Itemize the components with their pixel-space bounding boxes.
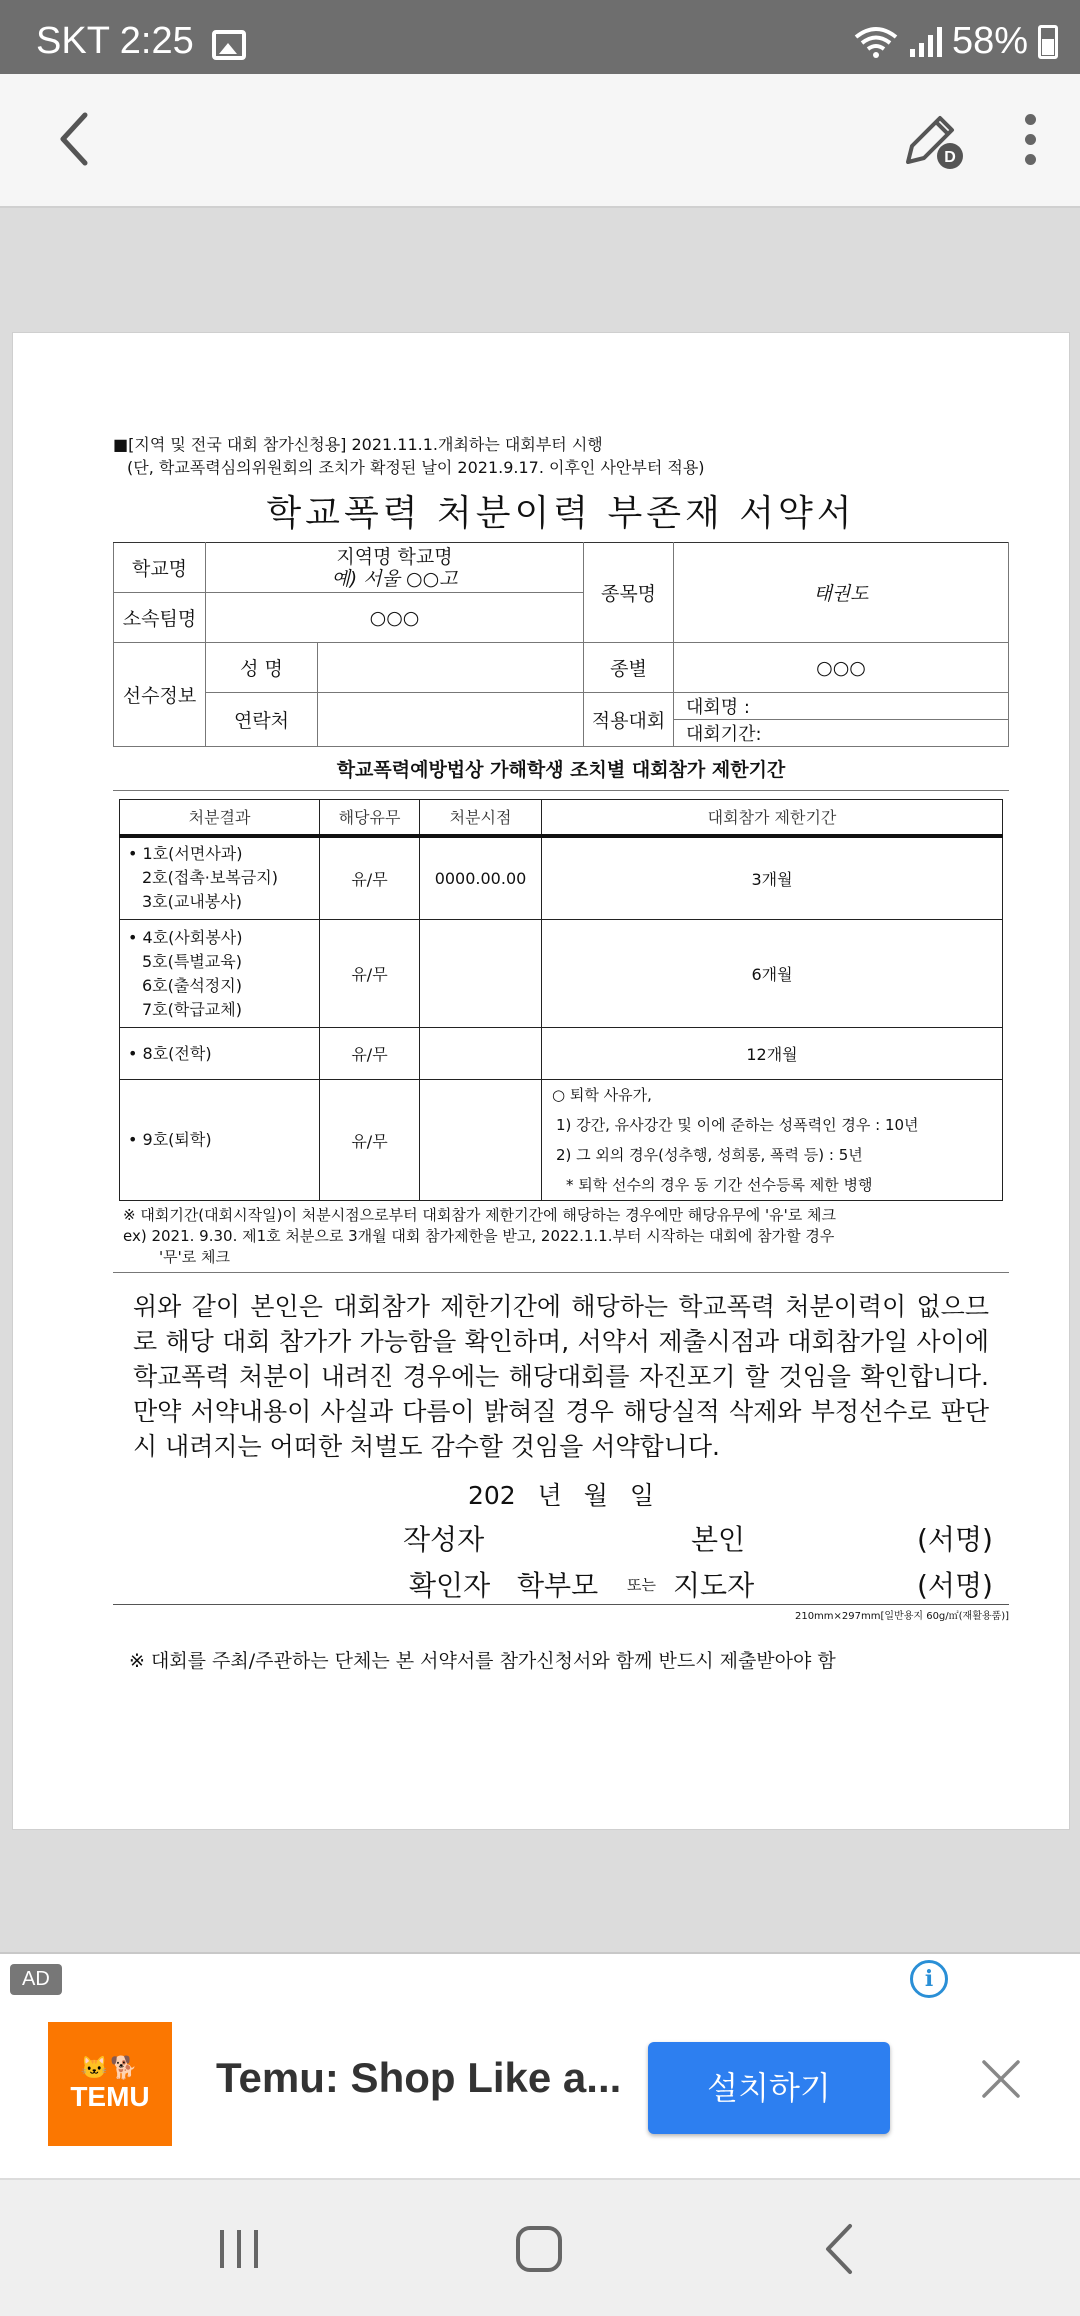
document-title: 학교폭력 처분이력 부존재 서약서: [266, 493, 856, 534]
sport-label: 종목명: [584, 543, 674, 643]
header-applicable: 해당유무: [320, 800, 420, 836]
info-table: [113, 542, 1009, 747]
result-cell: [120, 920, 320, 1028]
notice-line-2: (단, 학교폭력심의위원회의 조치가 확정된 날이 2021.9.17. 이후인 사안부터 적용): [127, 458, 705, 477]
gender-label: 종별: [584, 643, 674, 693]
wifi-icon: [854, 25, 898, 59]
more-vert-icon-dot: [1025, 134, 1036, 145]
status-time: SKT 2:25: [36, 20, 194, 62]
school-value-line-2: 예) 서울 ○○고: [331, 567, 458, 590]
event-period-label: 대회기간:: [674, 720, 1009, 747]
table-row: [120, 1028, 1003, 1080]
result-cell: • 8호(전학): [120, 1028, 320, 1080]
header-date: 처분시점: [420, 800, 542, 836]
result-cell: [120, 836, 320, 920]
ad-title[interactable]: Temu: Shop Like a...: [216, 2054, 622, 2101]
status-bar: [0, 0, 1080, 74]
result-line: 3호(교내봉사): [142, 892, 242, 912]
period-cell: 3개월: [542, 836, 1003, 920]
name-value: [318, 643, 584, 693]
signature-divider: [113, 1604, 1009, 1605]
more-vert-icon-dot: [1025, 114, 1036, 125]
status-right-group: [854, 20, 1058, 63]
confirmer-or: 또는: [627, 1576, 656, 1594]
ad-info-icon[interactable]: i: [910, 1960, 948, 1998]
player-info-label: 선수정보: [114, 643, 206, 747]
sport-value: 태권도: [674, 543, 1009, 643]
applied-event-label: 적용대회: [584, 693, 674, 747]
temu-logo-text: TEMU: [70, 2081, 150, 2112]
result-line: • 4호(사회봉사): [128, 927, 243, 947]
confirmer-row: [113, 1558, 1009, 1604]
result-line: 2호(접촉·보복금지): [142, 868, 278, 888]
name-label: 성 명: [206, 643, 318, 693]
ad-banner[interactable]: [0, 1952, 1080, 2178]
battery-icon: [1038, 25, 1058, 59]
applicable-cell: 유/무: [320, 1080, 420, 1201]
period-line: ○ 퇴학 사유가,: [552, 1086, 652, 1104]
event-name-label: 대회명 :: [674, 693, 1009, 720]
school-label: 학교명: [114, 543, 206, 593]
restriction-table: [119, 799, 1003, 1201]
footnote-line-3: '무'로 체크: [159, 1248, 230, 1266]
result-line: 7호(학급교체): [142, 999, 242, 1019]
annotate-button[interactable]: [900, 104, 970, 174]
close-icon: [978, 2056, 1024, 2102]
app-bar: [0, 74, 1080, 208]
home-icon: [504, 2218, 574, 2278]
contact-value: [318, 693, 584, 747]
header-period: 대회참가 제한기간: [542, 800, 1003, 836]
date-cell: [420, 1080, 542, 1201]
applicable-cell: 유/무: [320, 1028, 420, 1080]
school-value-line-1: 지역명 학교명: [336, 545, 453, 568]
document-content: [113, 433, 1009, 1673]
recent-apps-button[interactable]: [204, 2218, 274, 2278]
signer-row: [113, 1512, 1009, 1558]
date-line: 202 년 월 일: [467, 1481, 654, 1510]
confirmer-label: 확인자: [409, 1569, 491, 1602]
temu-logo-glyphs: 🐱🐕: [80, 2055, 140, 2080]
back-button[interactable]: [40, 104, 110, 174]
period-line: 1) 강간, 유사강간 및 이에 준하는 성폭력인 경우 : 10년: [556, 1116, 919, 1134]
period-line: 2) 그 외의 경우(성추행, 성희롱, 폭력 등) : 5년: [556, 1146, 863, 1164]
footnote-line-2: ex) 2021. 9.30. 제1호 처분으로 3개월 대회 참가제한을 받고, 2022.1.1.부터 시작하는 대회에 참가할 경우: [123, 1227, 835, 1245]
applicable-cell: 유/무: [320, 920, 420, 1028]
navigation-bar: [0, 2180, 1080, 2316]
result-cell: • 9호(퇴학): [120, 1080, 320, 1201]
confirmer-sign-mark: (서명): [917, 1569, 993, 1602]
ad-close-button[interactable]: [978, 2056, 1024, 2102]
notice-header: [113, 433, 1009, 479]
table-row: [120, 920, 1003, 1028]
date-cell: [420, 920, 542, 1028]
ad-tag: AD: [10, 1964, 62, 1995]
back-icon: [806, 2218, 876, 2278]
confirmer-coach: 지도자: [673, 1569, 755, 1602]
confirmer-parent: 학부모: [517, 1569, 599, 1602]
back-arrow-icon: [55, 111, 95, 167]
signer-sign-mark: (서명): [917, 1523, 993, 1556]
contact-label: 연락처: [206, 693, 318, 747]
result-line: 5호(특별교육): [142, 951, 242, 971]
applicable-cell: 유/무: [320, 836, 420, 920]
date-cell: [420, 1028, 542, 1080]
team-value: ○○○: [206, 593, 584, 643]
period-line: * 퇴학 선수의 경우 동 기간 선수등록 제한 병행: [566, 1176, 873, 1194]
period-cell: 12개월: [542, 1028, 1003, 1080]
signer-value: 본인: [691, 1523, 746, 1556]
more-options-button[interactable]: [1000, 104, 1060, 174]
footnote-line-1: ※ 대회기간(대회시작일)이 처분시점으로부터 대회참가 제한기간에 해당하는 경우에만 해당유무에 '유'로 체크: [123, 1206, 836, 1224]
pen-badge-label: D: [944, 149, 956, 166]
gallery-notification-icon: [212, 30, 246, 60]
pledge-text: 위와 같이 본인은 대회참가 제한기간에 해당하는 학교폭력 처분이력이 없으므로 해당 대회 참가가 가능함을 확인하며, 서약서 제출시점과 대회참가일 사이에 학교폭력 처분이 내려진 경우에는 해당대회를 자진포기 할 것임을 확인합니다. 만약 서약내용이 사실과 다름이 밝혀질 경우 해당실적 삭제와 부정선수로 판단 시 내려지는 어떠한 처벌도 감수할 것임을 서약합니다.: [133, 1292, 989, 1461]
bottom-note: ※ 대회를 주최/주관하는 단체는 본 서약서를 참가신청서와 함께 반드시 제출받아야 함: [129, 1650, 836, 1672]
table-row: [120, 836, 1003, 920]
pen-edit-icon: [900, 104, 970, 174]
date-cell: 0000.00.00: [420, 836, 542, 920]
home-button[interactable]: [504, 2218, 574, 2278]
battery-percent: 58%: [951, 20, 1028, 62]
header-result: 처분결과: [120, 800, 320, 836]
period-cell: [542, 1080, 1003, 1201]
document-page: [12, 332, 1070, 1830]
table-row: [120, 1080, 1003, 1201]
nav-back-button[interactable]: [806, 2218, 876, 2278]
paper-spec: 210mm×297mm[일반용지 60g/㎡(재활용품)]: [794, 1611, 1009, 1622]
restriction-subtitle: 학교폭력예방법상 가해학생 조치별 대회참가 제한기간: [113, 747, 1009, 791]
team-label: 소속팀명: [114, 593, 206, 643]
notice-line-1: ■[지역 및 전국 대회 참가신청용] 2021.11.1.개최하는 대회부터 시행: [113, 435, 603, 454]
install-button[interactable]: 설치하기: [648, 2042, 890, 2134]
recent-apps-icon: [204, 2218, 274, 2278]
temu-logo[interactable]: [48, 2022, 172, 2146]
result-line: 6호(출석정지): [142, 975, 242, 995]
more-vert-icon-dot: [1025, 154, 1036, 165]
footnote: [113, 1205, 1009, 1273]
school-value: [206, 543, 584, 593]
period-cell: 6개월: [542, 920, 1003, 1028]
signal-icon: [908, 25, 942, 59]
gender-value: ○○○: [674, 643, 1009, 693]
result-line: • 1호(서면사과): [128, 844, 243, 864]
signer-label: 작성자: [403, 1523, 485, 1556]
